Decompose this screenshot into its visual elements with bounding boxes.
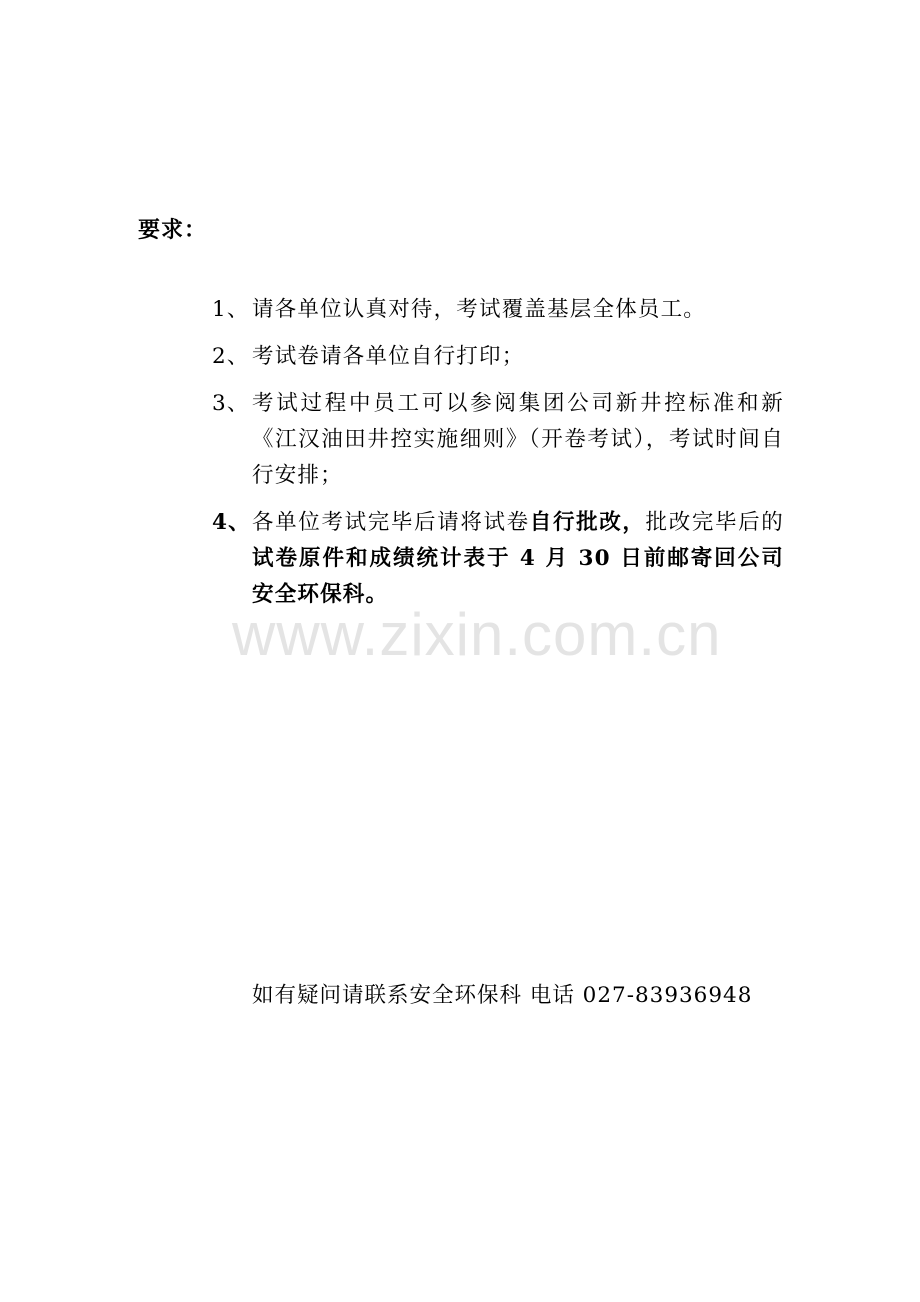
requirement-text (252, 386, 784, 494)
requirement-text-emphasis: 试卷原件和成绩统计表于 4 月 30 日前邮寄回公司安全环保科。 (252, 546, 784, 607)
requirement-number: 2、 (212, 344, 250, 369)
requirements-heading: 要求： (138, 217, 208, 243)
requirement-text (252, 292, 784, 328)
requirement-text-part: 考试卷请各单位自行打印； (252, 344, 525, 369)
requirement-text-part: 批改完毕后的 (645, 510, 784, 535)
requirement-number: 3、 (212, 391, 250, 416)
requirement-number: 1、 (212, 297, 250, 322)
requirement-item-1 (212, 292, 784, 328)
requirement-text-part: 考试过程中员工可以参阅集团公司新井控标准和新《江汉油田井控实施细则》（开卷考试），考试时间自行安排； (252, 391, 784, 488)
requirement-item-2 (212, 339, 784, 375)
requirement-text-part: 各单位考试完毕后请将试卷 (252, 510, 530, 535)
requirement-text (252, 505, 784, 613)
requirement-number: 4、 (212, 510, 251, 535)
requirement-item-4 (212, 505, 784, 613)
watermark: www.zixin.com.cn (232, 601, 722, 668)
requirement-text-emphasis: 自行批改， (529, 510, 646, 535)
requirement-text-part: 请各单位认真对待，考试覆盖基层全体员工。 (252, 297, 707, 322)
requirement-item-3 (212, 386, 784, 494)
requirements-list (212, 292, 784, 613)
requirement-text (252, 339, 784, 375)
contact-line: 如有疑问请联系安全环保科 电话 027-83936948 (252, 983, 753, 1008)
